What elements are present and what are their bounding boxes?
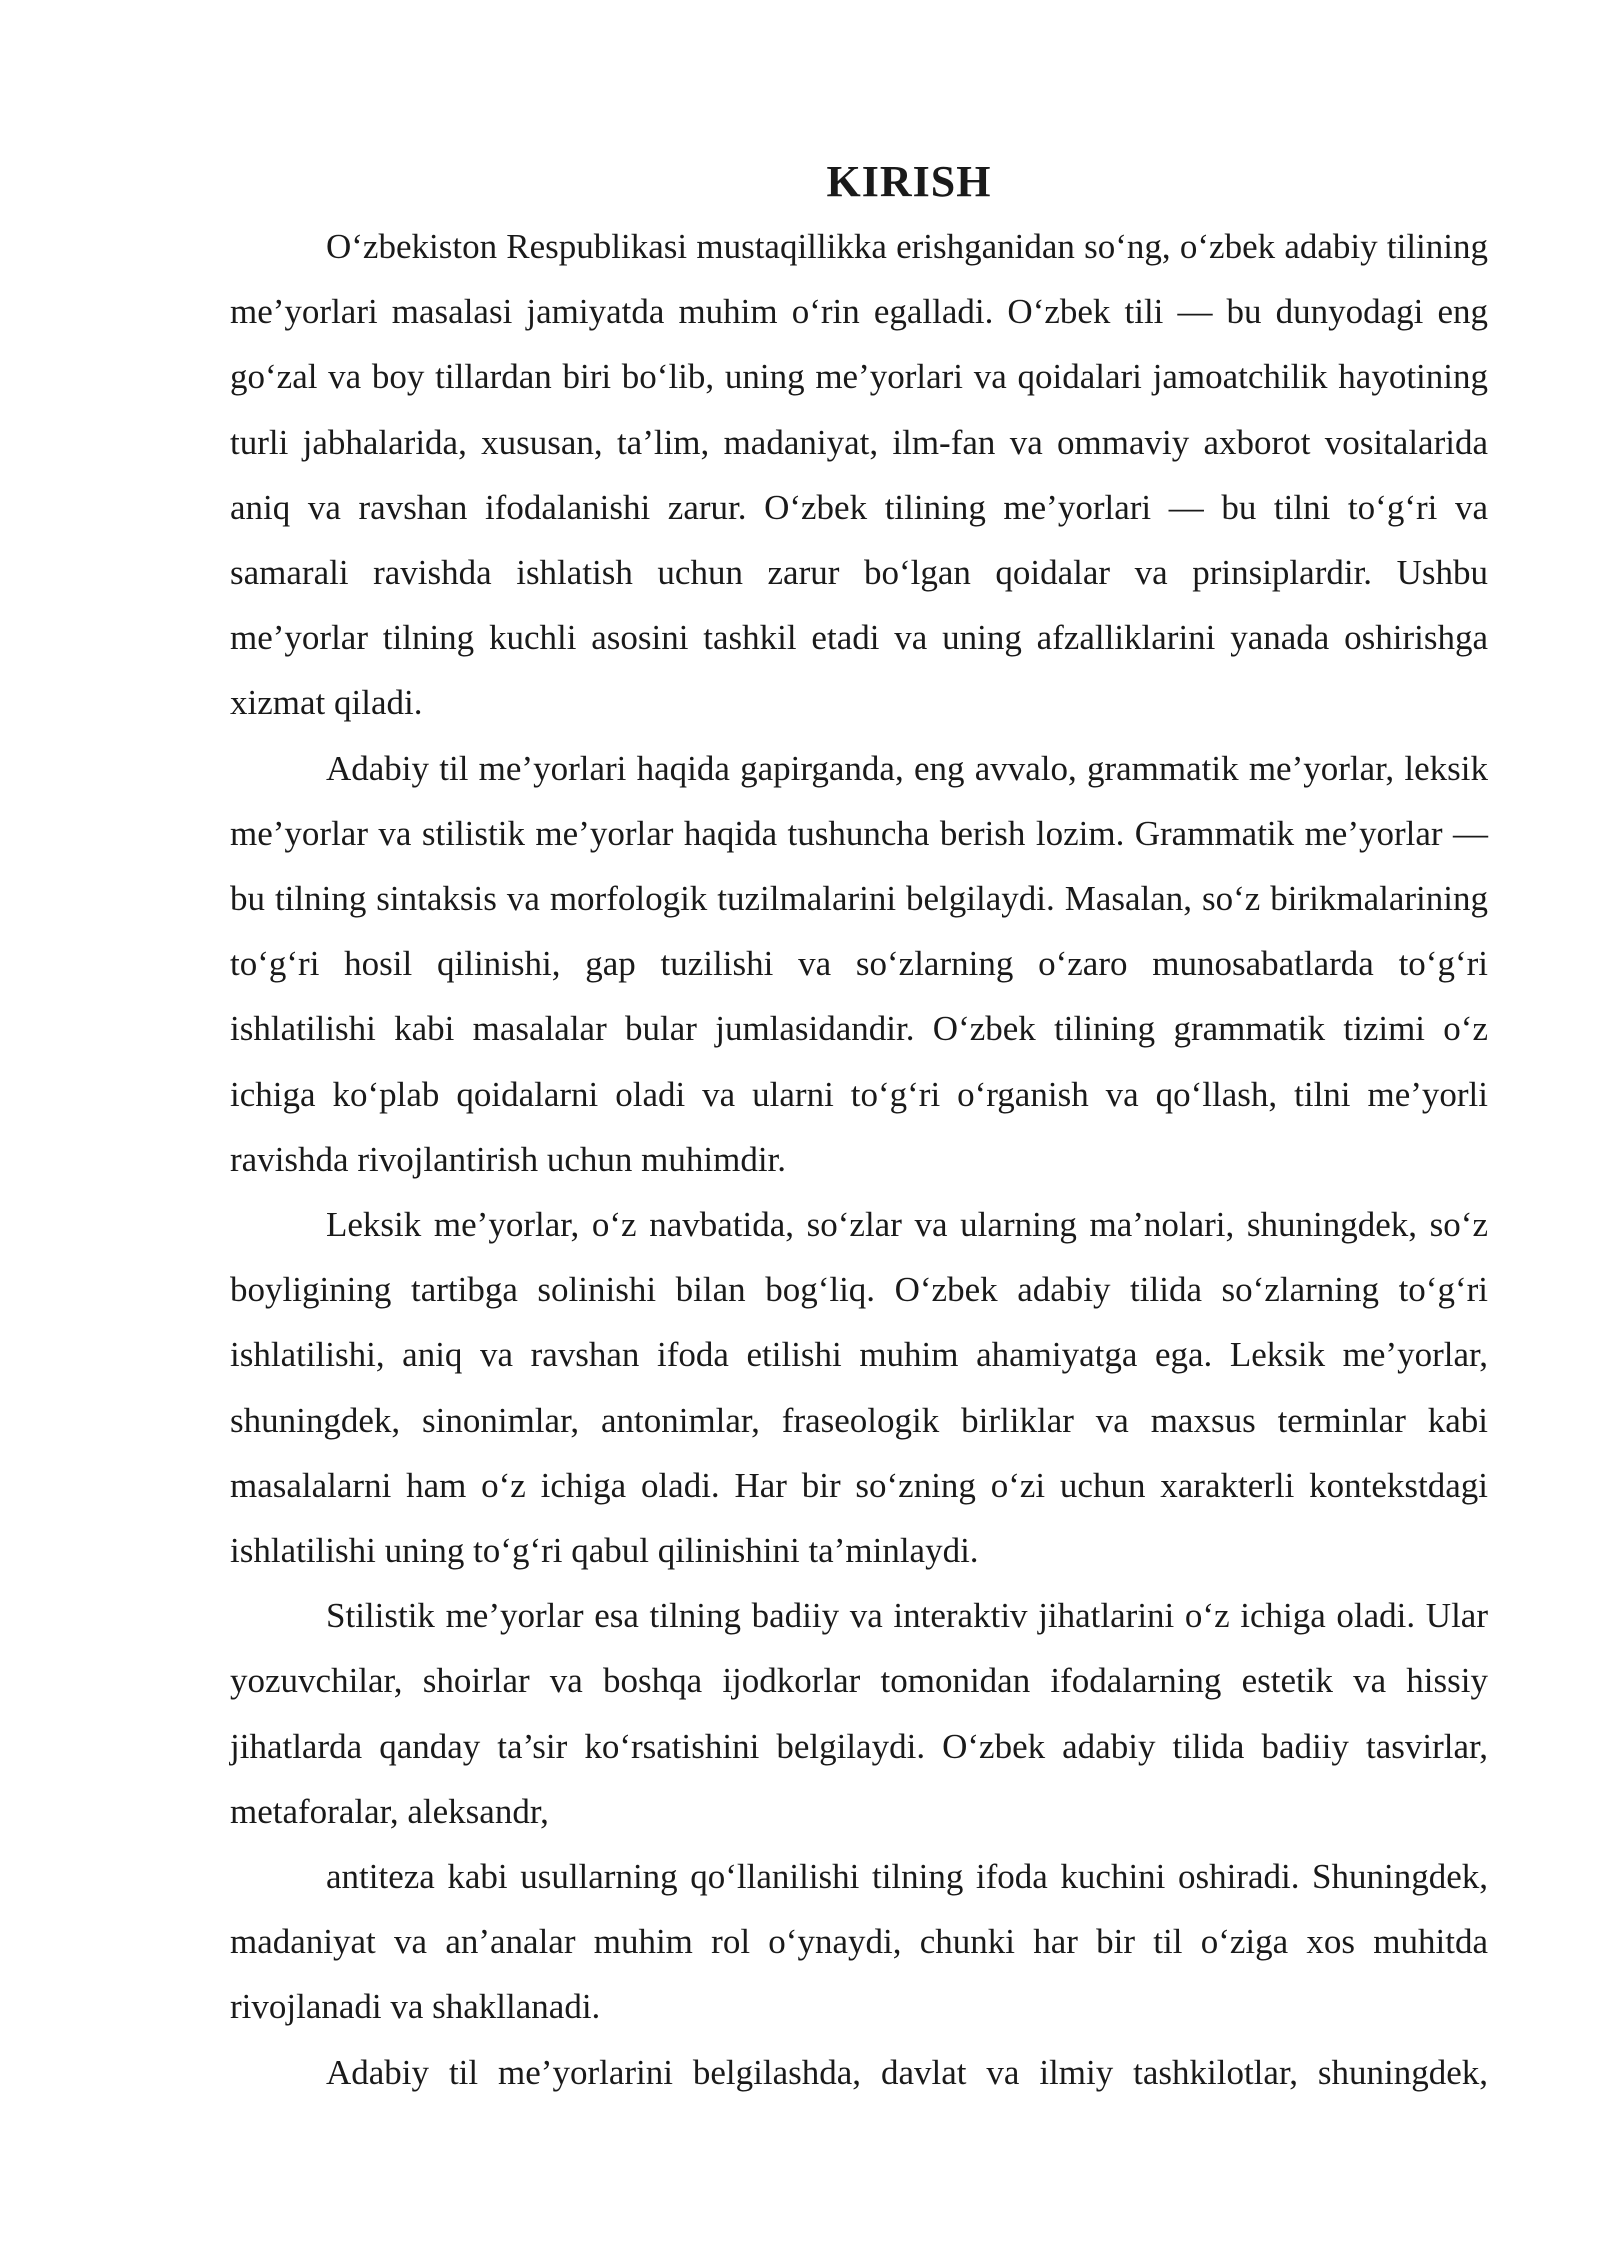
document-page bbox=[230, 150, 1488, 2105]
paragraph-2: Adabiy til me’yorlari haqida gapirganda, eng avvalo, grammatik me’yorlar, leksik me’yorlar va stilistik me’yorlar haqida tushuncha berish lozim. Grammatik me’yorlar — bu tilning sintaksis va morfologik tuzilmalarini belgilaydi. Masalan, so‘z birikmalarining to‘g‘ri hosil qilinishi, gap tuzilishi va so‘zlarning o‘zaro munosabatlarda to‘g‘ri ishlatilishi kabi masalalar bular jumlasidandir. O‘zbek tilining grammatik tizimi o‘z ichiga ko‘plab qoidalarni oladi va ularni to‘g‘ri o‘rganish va qo‘llash, tilni me’yorli ravishda rivojlantirish uchun muhimdir. bbox=[230, 748, 1488, 1179]
paragraph-6: Adabiy til me’yorlarini belgilashda, davlat va ilmiy tashkilotlar, shuningdek, bbox=[326, 2052, 1488, 2092]
page-title: KIRISH bbox=[826, 157, 992, 206]
paragraph-5: antiteza kabi usullarning qo‘llanilishi tilning ifoda kuchini oshiradi. Shuningdek, madaniyat va an’analar muhim rol o‘ynaydi, chunki har bir til o‘ziga xos muhitda rivojlanadi va shakllanadi. bbox=[230, 1857, 1488, 2027]
paragraph-4: Stilistik me’yorlar esa tilning badiiy va interaktiv jihatlarini o‘z ichiga oladi. Ular yozuvchilar, shoirlar va boshqa ijodkorlar tomonidan ifodalarning estetik va hissiy jihatlarda qanday ta’sir ko‘rsatishini belgilaydi. O‘zbek adabiy tilida badiiy tasvirlar, metaforalar, aleksandr, bbox=[230, 1596, 1488, 1831]
paragraph-1: O‘zbekiston Respublikasi mustaqillikka erishganidan so‘ng, o‘zbek adabiy tilining me’yorlari masalasi jamiyatda muhim o‘rin egalladi. O‘zbek tili — bu dunyodagi eng go‘zal va boy tillardan biri bo‘lib, uning me’yorlari va qoidalari jamoatchilik hayotining turli jabhalarida, xususan, ta’lim, madaniyat, ilm-fan va ommaviy axborot vositalarida aniq va ravshan ifodalanishi zarur. O‘zbek tilining me’yorlari — bu tilni to‘g‘ri va samarali ravishda ishlatish uchun zarur bo‘lgan qoidalar va prinsiplardir. Ushbu me’yorlar tilning kuchli asosini tashkil etadi va uning afzalliklarini yanada oshirishga xizmat qiladi. bbox=[230, 227, 1488, 723]
paragraph-3: Leksik me’yorlar, o‘z navbatida, so‘zlar va ularning ma’nolari, shuningdek, so‘z boyligining tartibga solinishi bilan bog‘liq. O‘zbek adabiy tilida so‘zlarning to‘g‘ri ishlatilishi, aniq va ravshan ifoda etilishi muhim ahamiyatga ega. Leksik me’yorlar, shuningdek, sinonimlar, antonimlar, fraseologik birliklar va maxsus terminlar kabi masalalarni ham o‘z ichiga oladi. Har bir so‘zning o‘zi uchun xarakterli kontekstdagi ishlatilishi uning to‘g‘ri qabul qilinishini ta’minlaydi. bbox=[230, 1205, 1488, 1571]
